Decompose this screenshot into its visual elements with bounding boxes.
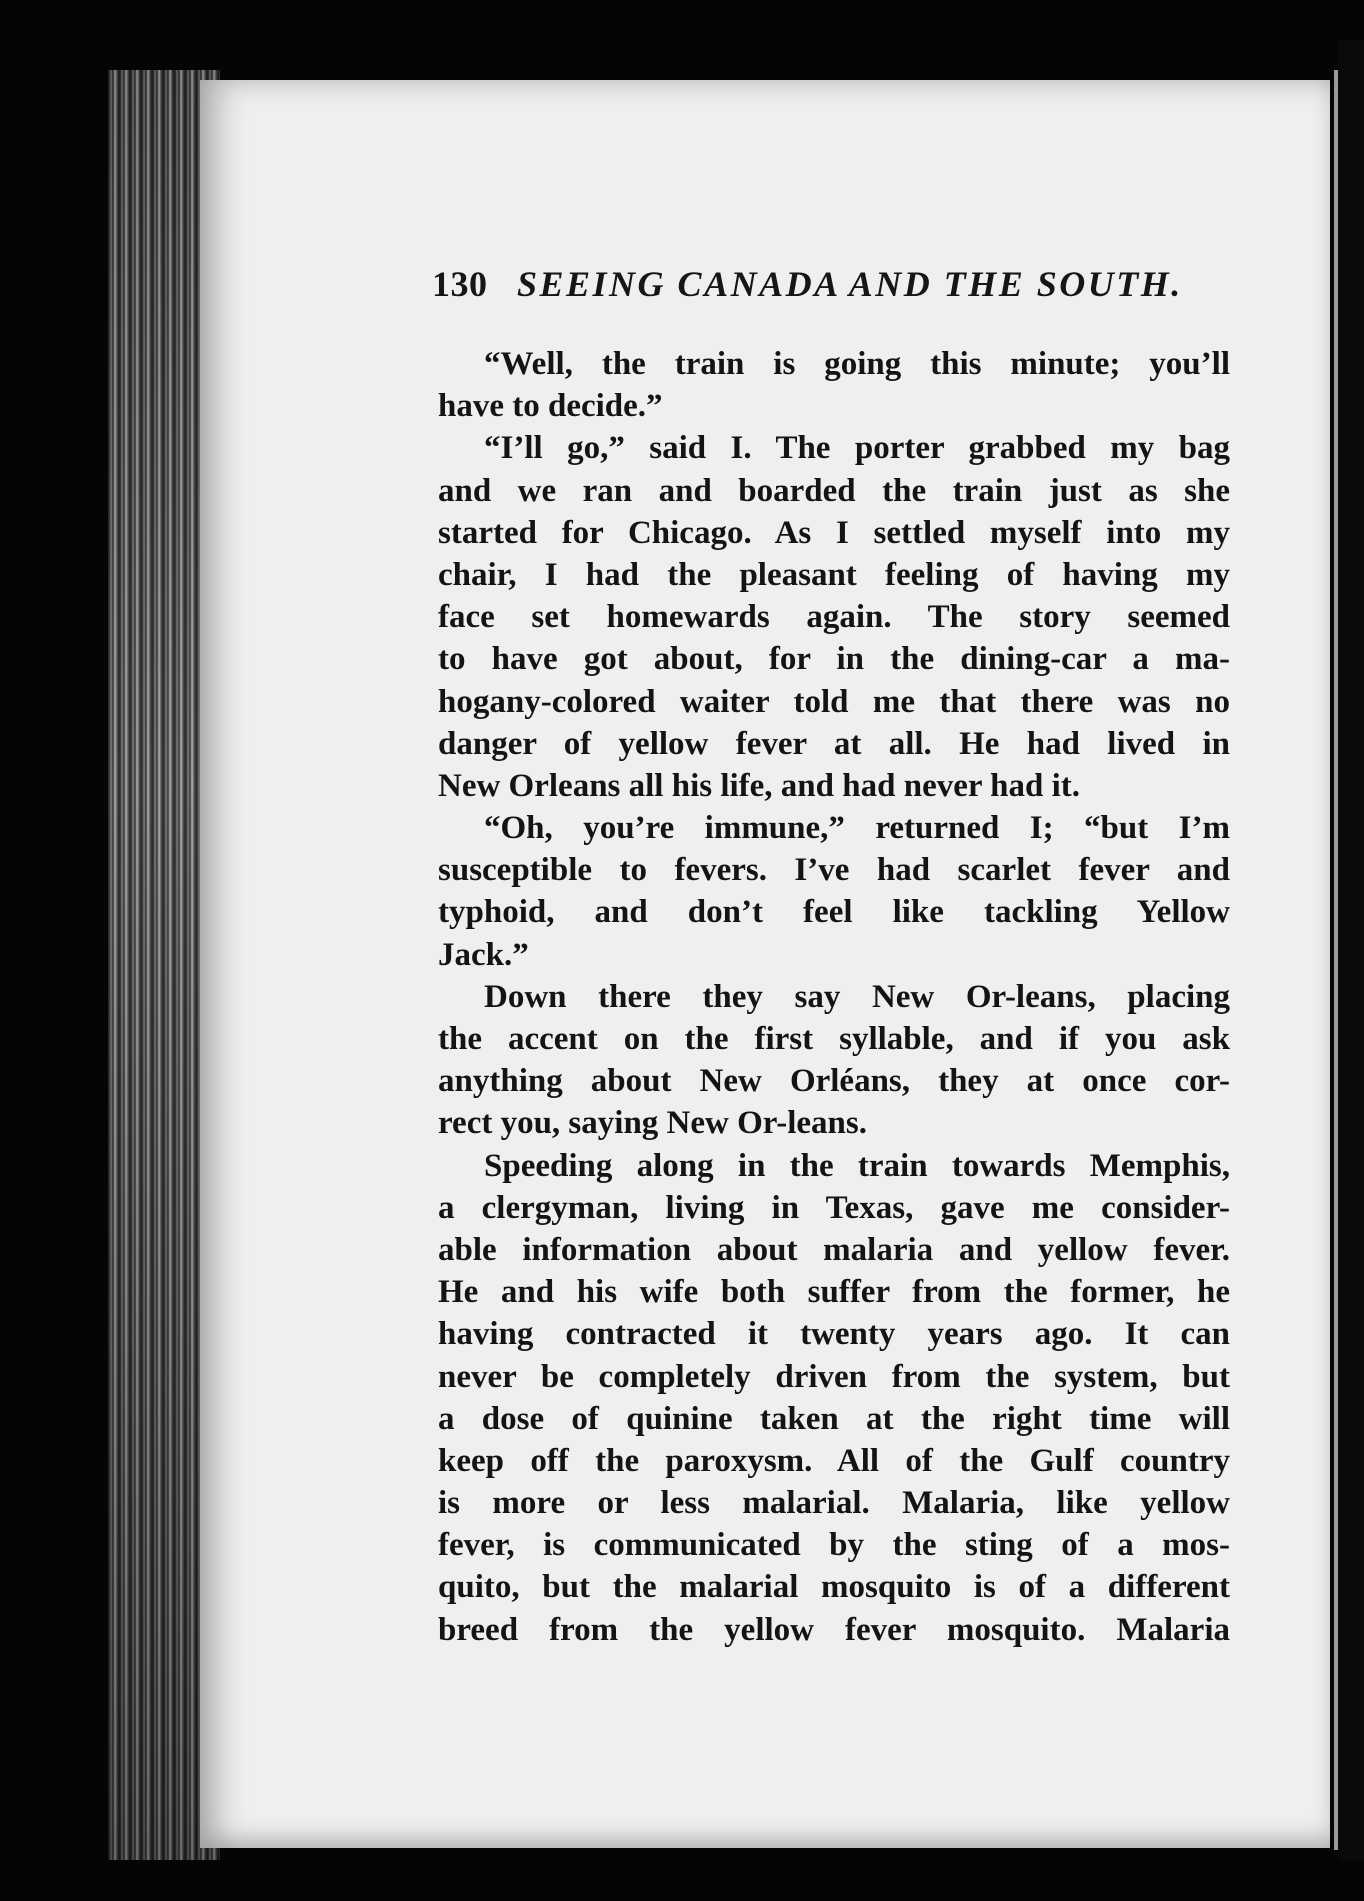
text-line: susceptible to fevers. I’ve had scarlet fever and <box>438 852 1230 889</box>
text-line: is more or less malarial. Malaria, like yellow <box>438 1485 1230 1522</box>
right-dark-margin <box>1338 40 1364 1860</box>
text-line: typhoid, and don’t feel like tackling Yellow <box>438 894 1230 931</box>
text-line: a clergyman, living in Texas, gave me consider- <box>438 1189 1230 1226</box>
text-line: fever, is communicated by the sting of a mos- <box>438 1527 1230 1564</box>
text-line: keep off the paroxysm. All of the Gulf country <box>438 1442 1230 1479</box>
text-line: have to decide.” <box>438 388 663 425</box>
text-line: “Well, the train is going this minute; you’ll <box>484 346 1230 382</box>
running-title: SEEING CANADA AND THE SOUTH. <box>517 264 1183 304</box>
text-line: danger of yellow fever at all. He had lived in <box>438 725 1230 762</box>
text-line: never be completely driven from the system, but <box>438 1358 1230 1395</box>
text-line: started for Chicago. As I settled myself into my <box>438 514 1230 551</box>
text-line: “Oh, you’re immune,” returned I; “but I’m <box>484 810 1230 847</box>
text-line: Speeding along in the train towards Memphis, <box>484 1147 1230 1184</box>
running-head <box>432 263 1232 305</box>
text-line: and we ran and boarded the train just as she <box>438 472 1230 509</box>
text-line: a dose of quinine taken at the right time will <box>438 1400 1230 1437</box>
text-line: the accent on the first syllable, and if you ask <box>438 1021 1230 1057</box>
text-line: anything about New Orléans, they at once cor- <box>438 1063 1230 1100</box>
text-line: Down there they say New Or-leans, placing <box>484 978 1230 1015</box>
text-line: He and his wife both suffer from the former, he <box>438 1274 1230 1311</box>
text-line: face set homewards again. The story seemed <box>438 599 1230 636</box>
text-line: able information about malaria and yellow fever. <box>438 1231 1230 1268</box>
body-text <box>438 343 1230 1651</box>
text-line: to have got about, for in the dining-car a ma- <box>438 641 1230 678</box>
text-line: chair, I had the pleasant feeling of having my <box>438 556 1230 593</box>
text-line: having contracted it twenty years ago. It can <box>438 1316 1230 1353</box>
text-line: breed from the yellow fever mosquito. Malaria <box>438 1611 1230 1648</box>
text-line: Jack.” <box>438 936 529 973</box>
text-line: rect you, saying New Or-leans. <box>438 1105 867 1142</box>
text-line: hogany-colored waiter told me that there was no <box>438 683 1230 720</box>
text-line: “I’ll go,” said I. The porter grabbed my bag <box>484 430 1230 467</box>
page-number: 130 <box>432 264 488 304</box>
text-line: quito, but the malarial mosquito is of a different <box>438 1569 1230 1606</box>
text-line: New Orleans all his life, and had never had it. <box>438 767 1081 804</box>
